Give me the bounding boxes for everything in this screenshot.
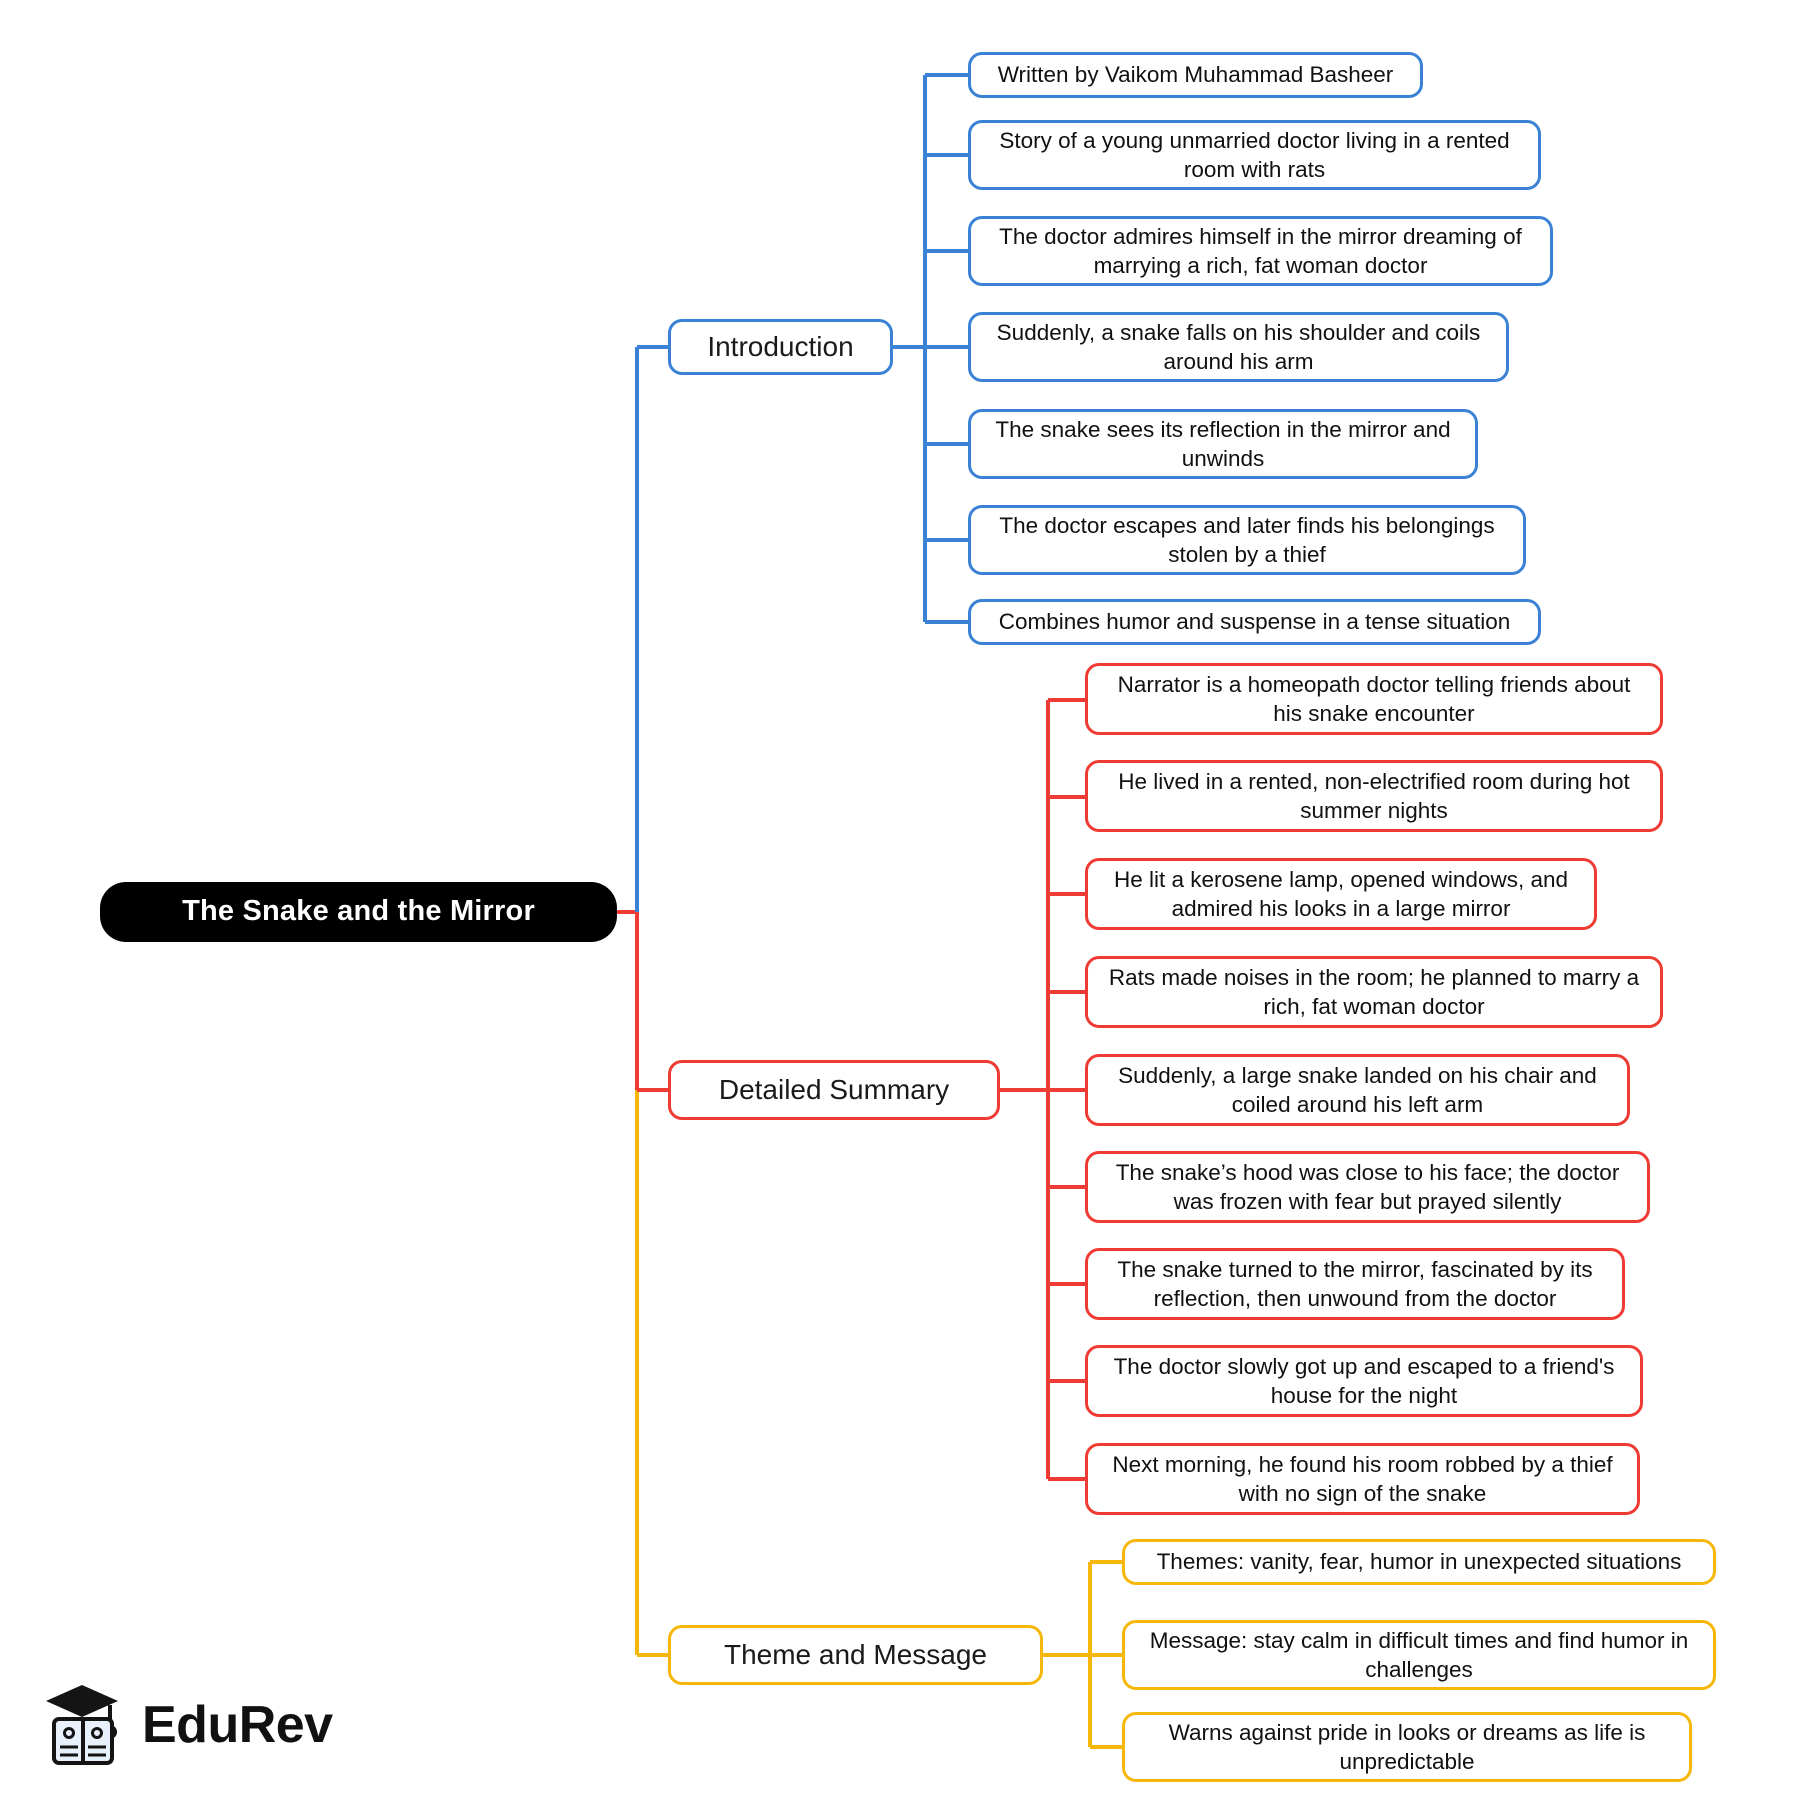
leaf-introduction-4-label: Suddenly, a snake falls on his shoulder and coils around his arm — [996, 319, 1481, 374]
edurev-logo — [38, 1672, 378, 1777]
leaf-introduction-5-label: The snake sees its reflection in the mirror and unwinds — [995, 416, 1451, 471]
leaf-introduction-6[interactable] — [968, 505, 1526, 575]
leaf-detailed-summary-7-label: The snake turned to the mirror, fascinated by its reflection, then unwound from the doctor — [1117, 1256, 1593, 1311]
edurev-logo-text: EduRev — [142, 1695, 333, 1754]
leaf-detailed-summary-1[interactable] — [1085, 663, 1663, 735]
leaf-introduction-6-label: The doctor escapes and later finds his belongings stolen by a thief — [999, 512, 1495, 567]
leaf-detailed-summary-2-label: He lived in a rented, non-electrified room during hot summer nights — [1118, 768, 1630, 823]
leaf-introduction-2-label: Story of a young unmarried doctor living in a rented room with rats — [999, 127, 1510, 182]
leaf-detailed-summary-9[interactable] — [1085, 1443, 1640, 1515]
branch-introduction[interactable] — [668, 319, 893, 375]
leaf-theme-1-label: Themes: vanity, fear, humor in unexpected situations — [1156, 1549, 1682, 1575]
leaf-detailed-summary-3-label: He lit a kerosene lamp, opened windows, and admired his looks in a large mirror — [1113, 866, 1569, 921]
leaf-detailed-summary-2[interactable] — [1085, 760, 1663, 832]
leaf-theme-3[interactable] — [1122, 1712, 1692, 1782]
branch-theme-and-message-label: Theme and Message — [723, 1638, 988, 1670]
leaf-introduction-7[interactable] — [968, 599, 1541, 645]
root-node[interactable] — [100, 882, 617, 942]
branch-detailed-summary-label: Detailed Summary — [718, 1073, 950, 1105]
leaf-theme-3-label: Warns against pride in looks or dreams as life is unpredictable — [1168, 1719, 1646, 1774]
graduation-cap-book-icon — [38, 1675, 128, 1775]
leaf-detailed-summary-5-label: Suddenly, a large snake landed on his chair and coiled around his left arm — [1118, 1062, 1597, 1117]
leaf-theme-2[interactable] — [1122, 1620, 1716, 1690]
leaf-introduction-1-label: Written by Vaikom Muhammad Basheer — [997, 62, 1394, 88]
leaf-theme-1[interactable] — [1122, 1539, 1716, 1585]
leaf-detailed-summary-4[interactable] — [1085, 956, 1663, 1028]
leaf-detailed-summary-6[interactable] — [1085, 1151, 1650, 1223]
leaf-detailed-summary-8[interactable] — [1085, 1345, 1643, 1417]
branch-introduction-label: Introduction — [707, 330, 854, 362]
leaf-detailed-summary-4-label: Rats made noises in the room; he planned to marry a rich, fat woman doctor — [1108, 964, 1640, 1019]
leaf-introduction-7-label: Combines humor and suspense in a tense situation — [998, 609, 1511, 635]
leaf-introduction-1[interactable] — [968, 52, 1423, 98]
leaf-introduction-3[interactable] — [968, 216, 1553, 286]
leaf-theme-2-label: Message: stay calm in difficult times and find humor in challenges — [1149, 1627, 1689, 1682]
branch-detailed-summary[interactable] — [668, 1060, 1000, 1120]
leaf-detailed-summary-3[interactable] — [1085, 858, 1597, 930]
leaf-detailed-summary-5[interactable] — [1085, 1054, 1630, 1126]
leaf-detailed-summary-8-label: The doctor slowly got up and escaped to a friend's house for the night — [1113, 1353, 1615, 1408]
leaf-introduction-5[interactable] — [968, 409, 1478, 479]
leaf-detailed-summary-1-label: Narrator is a homeopath doctor telling friends about his snake encounter — [1117, 671, 1631, 726]
leaf-detailed-summary-9-label: Next morning, he found his room robbed by a thief with no sign of the snake — [1112, 1451, 1613, 1506]
leaf-introduction-3-label: The doctor admires himself in the mirror dreaming of marrying a rich, fat woman doctor — [999, 223, 1522, 278]
branch-theme-and-message[interactable] — [668, 1625, 1043, 1685]
leaf-introduction-2[interactable] — [968, 120, 1541, 190]
root-label: The Snake and the Mirror — [182, 895, 535, 928]
leaf-detailed-summary-7[interactable] — [1085, 1248, 1625, 1320]
leaf-introduction-4[interactable] — [968, 312, 1509, 382]
leaf-detailed-summary-6-label: The snake’s hood was close to his face; the doctor was frozen with fear but prayed silently — [1115, 1159, 1620, 1214]
